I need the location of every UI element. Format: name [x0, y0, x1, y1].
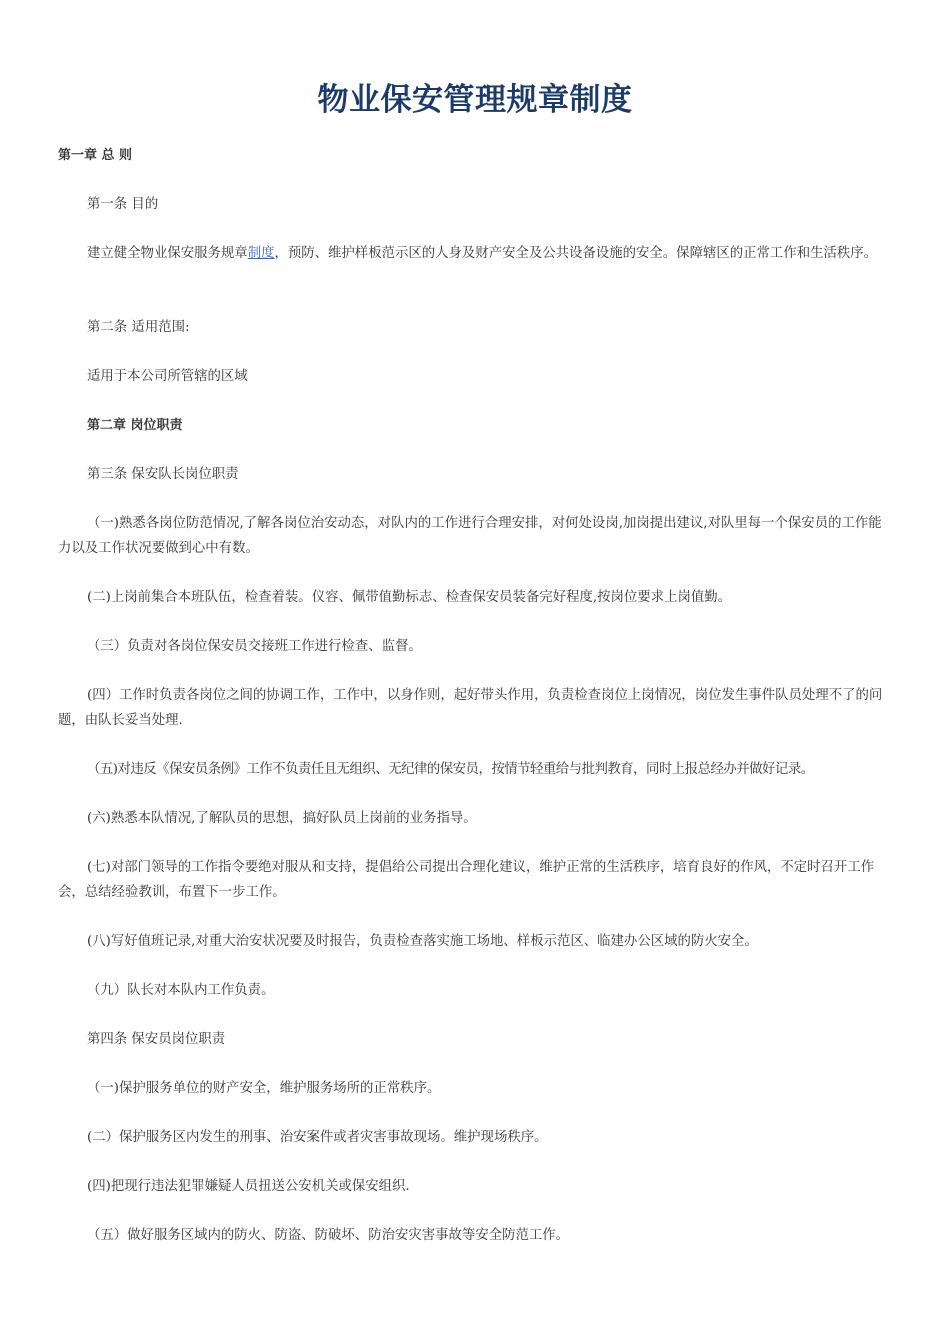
chapter-1-heading: 第一章 总 则: [58, 148, 133, 163]
article-3-item: （一)熟悉各岗位防范情况,了解各岗位治安动态，对队内的工作进行合理安排，对何处设岗,加岗提出建议,对队里每一个保安员的工作能力以及工作状况要做到心中有数。: [58, 516, 882, 556]
article-1-heading: 第一条 目的: [87, 197, 159, 212]
system-link[interactable]: 制度: [247, 246, 275, 261]
article-4-item: （五）做好服务区域内的防火、防盗、防破坏、防治安灾害事故等安全防范工作。: [87, 1228, 570, 1243]
article-3-item: （五)对违反《保安员条例》工作不负责任且无组织、无纪律的保安员，按情节轻重给与批判教育，同时上报总经办并做好记录。: [87, 762, 814, 777]
article-3-item: （九）队长对本队内工作负责。: [87, 983, 275, 998]
article-3-item: （三）负责对各岗位保安员交接班工作进行检查、监督。: [87, 639, 422, 654]
article-1-text-before: 建立健全物业保安服务规章: [87, 246, 248, 261]
article-3-item: (二)上岗前集合本班队伍，检查着装。仪容、佩带值勤标志、检查保安员装备完好程度,按岗位要求上岗值勤。: [87, 590, 732, 605]
article-4-item: (二）保护服务区内发生的刑事、治安案件或者灾害事故现场。维护现场秩序。: [87, 1130, 548, 1145]
article-3-item: (六)熟悉本队情况,了解队员的思想，搞好队员上岗前的业务指导。: [87, 811, 477, 826]
article-4-item: (四)把现行违法犯罪嫌疑人员扭送公安机关或保安组织.: [87, 1179, 410, 1194]
chapter-2-heading: 第二章 岗位职责: [87, 418, 183, 433]
article-1-text-after: ，预防、维护样板范示区的人身及财产安全及公共设备设施的安全。保障辖区的正常工作和生活秩序。: [274, 246, 878, 261]
document-title: 物业保安管理规章制度: [317, 82, 633, 118]
article-2-heading: 第二条 适用范围:: [87, 320, 190, 335]
article-3-item: (七)对部门领导的工作指令要绝对服从和支持，提倡给公司提出合理化建议，维护正常的生活秩序，培育良好的作风，不定时召开工作会，总结经验教训，布置下一步工作。: [58, 860, 875, 900]
article-4-heading: 第四条 保安员岗位职责: [87, 1032, 226, 1047]
article-1-paragraph: [58, 241, 894, 266]
article-2-paragraph: 适用于本公司所管辖的区域: [87, 369, 248, 384]
article-3-heading: 第三条 保安队长岗位职责: [87, 467, 239, 482]
article-4-item: （一)保护服务单位的财产安全，维护服务场所的正常秩序。: [87, 1081, 441, 1096]
article-3-item: (四）工作时负责各岗位之间的协调工作，工作中，以身作则，起好带头作用，负责检查岗位上岗情况，岗位发生事件队员处理不了的问题，由队长妥当处理.: [58, 688, 883, 728]
article-3-item: (八)写好值班记录,对重大治安状况要及时报告，负责检查落实施工场地、样板示范区、临建办公区域的防火安全。: [87, 934, 758, 949]
